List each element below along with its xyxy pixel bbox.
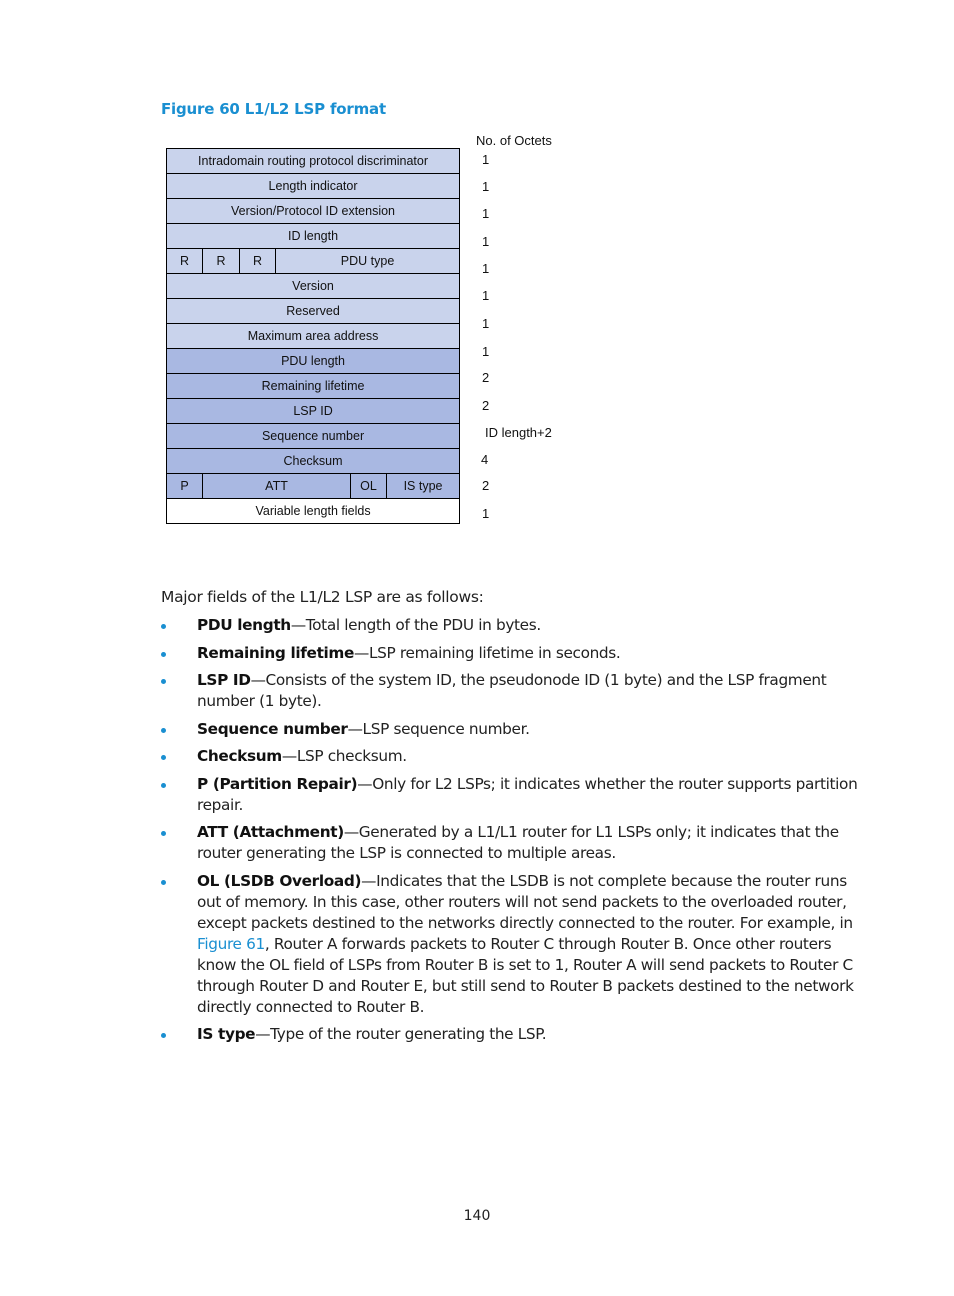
field-cell: PDU type <box>276 249 460 274</box>
list-item <box>161 670 873 712</box>
octet-count: 2 <box>482 478 490 493</box>
table-row <box>167 249 460 274</box>
list-item <box>161 871 873 1018</box>
table-row <box>167 149 460 174</box>
table-row <box>167 499 460 524</box>
table-row <box>167 449 460 474</box>
octet-count: 1 <box>482 234 490 249</box>
description: —Consists of the system ID, the pseudonode ID (1 byte) and the LSP fragment number (1 byte). <box>197 671 827 710</box>
table-row <box>167 349 460 374</box>
bullet-icon <box>161 755 166 760</box>
list-item <box>161 1024 873 1045</box>
bullet-icon <box>161 783 166 788</box>
octet-count: 1 <box>482 506 490 521</box>
field-cell: Variable length fields <box>167 499 460 524</box>
description: —LSP checksum. <box>281 747 407 765</box>
field-cell: Checksum <box>167 449 460 474</box>
term: Remaining lifetime <box>197 643 355 662</box>
description: —Type of the router generating the LSP. <box>255 1025 547 1043</box>
octet-count: 4 <box>481 452 489 467</box>
table-row <box>167 224 460 249</box>
list-item <box>161 643 873 664</box>
octet-count: 2 <box>482 398 490 413</box>
octet-count: 1 <box>482 152 490 167</box>
table-row <box>167 474 460 499</box>
list-item <box>161 822 873 864</box>
figure-title: Figure 60 L1/L2 LSP format <box>161 100 386 118</box>
field-cell: IS type <box>387 474 460 499</box>
term: Checksum <box>197 747 282 765</box>
list-item <box>161 719 873 740</box>
table-row <box>167 174 460 199</box>
bullet-icon <box>161 728 166 733</box>
field-cell: OL <box>351 474 387 499</box>
octet-count: 2 <box>482 370 490 385</box>
table-row <box>167 324 460 349</box>
field-cell: Version <box>167 274 460 299</box>
field-cell: Length indicator <box>167 174 460 199</box>
octets-column-header: No. of Octets <box>476 133 552 148</box>
bullet-icon <box>161 1033 166 1038</box>
field-cell: Sequence number <box>167 424 460 449</box>
field-cell: Intradomain routing protocol discriminator <box>167 149 460 174</box>
description: —Indicates that the LSDB is not complete because the router runs out of memory. In this case, other routers will not send packets to the overloaded router, except packets destined to the networks directly connected to the router. For example, in <box>197 871 853 932</box>
bullet-icon <box>161 624 166 629</box>
description: —LSP sequence number. <box>347 719 530 738</box>
bullet-icon <box>161 880 166 885</box>
page-number: 140 <box>463 1208 491 1224</box>
term: PDU length <box>197 616 291 634</box>
bullet-icon <box>161 652 166 657</box>
field-cell: PDU length <box>167 349 460 374</box>
table-row <box>167 274 460 299</box>
term: OL (LSDB Overload) <box>197 871 362 890</box>
list-item <box>161 746 873 767</box>
field-cell: P <box>167 474 203 499</box>
table-row <box>167 299 460 324</box>
field-cell: R <box>240 249 276 274</box>
table-row <box>167 199 460 224</box>
field-cell: Version/Protocol ID extension <box>167 199 460 224</box>
table-row <box>167 424 460 449</box>
description-continued: , Router A forwards packets to Router C through Router B. Once other routers know the OL field of LSPs from Router B is set to 1, Router A will send packets to Router C through Router D and Router E, but still send to Router B packets destined to the network directly connected to Router B. <box>197 934 854 1016</box>
octet-count: 1 <box>482 344 490 359</box>
list-item <box>161 774 873 816</box>
description: —Total length of the PDU in bytes. <box>290 616 541 634</box>
bullet-icon <box>161 679 166 684</box>
octet-count: 1 <box>482 288 490 303</box>
field-description-list <box>161 615 873 1052</box>
table-row <box>167 374 460 399</box>
bullet-icon <box>161 831 166 836</box>
octet-count: 1 <box>482 179 490 194</box>
figure-61-link[interactable]: Figure 61 <box>197 934 265 953</box>
field-cell: ATT <box>203 474 351 499</box>
field-cell: R <box>203 249 240 274</box>
octet-count: 1 <box>482 206 490 221</box>
description: —Only for L2 LSPs; it indicates whether the router supports partition repair. <box>197 774 858 814</box>
octet-count: 1 <box>482 316 490 331</box>
term: ATT (Attachment) <box>197 823 344 841</box>
octet-count: ID length+2 <box>485 425 552 440</box>
field-cell: R <box>167 249 203 274</box>
term: P (Partition Repair) <box>197 774 358 793</box>
field-cell: Reserved <box>167 299 460 324</box>
list-item <box>161 615 873 636</box>
term: IS type <box>197 1025 256 1043</box>
table-row <box>167 399 460 424</box>
term: LSP ID <box>197 671 251 689</box>
term: Sequence number <box>197 719 348 738</box>
description: —Generated by a L1/L1 router for L1 LSPs only; it indicates that the router generating the LSP is connected to multiple areas. <box>197 823 839 862</box>
field-cell: LSP ID <box>167 399 460 424</box>
lsp-format-table <box>166 148 460 524</box>
octet-count: 1 <box>482 261 490 276</box>
description: —LSP remaining lifetime in seconds. <box>354 643 621 662</box>
field-cell: Remaining lifetime <box>167 374 460 399</box>
field-cell: ID length <box>167 224 460 249</box>
intro-text: Major fields of the L1/L2 LSP are as follows: <box>161 588 484 606</box>
field-cell: Maximum area address <box>167 324 460 349</box>
